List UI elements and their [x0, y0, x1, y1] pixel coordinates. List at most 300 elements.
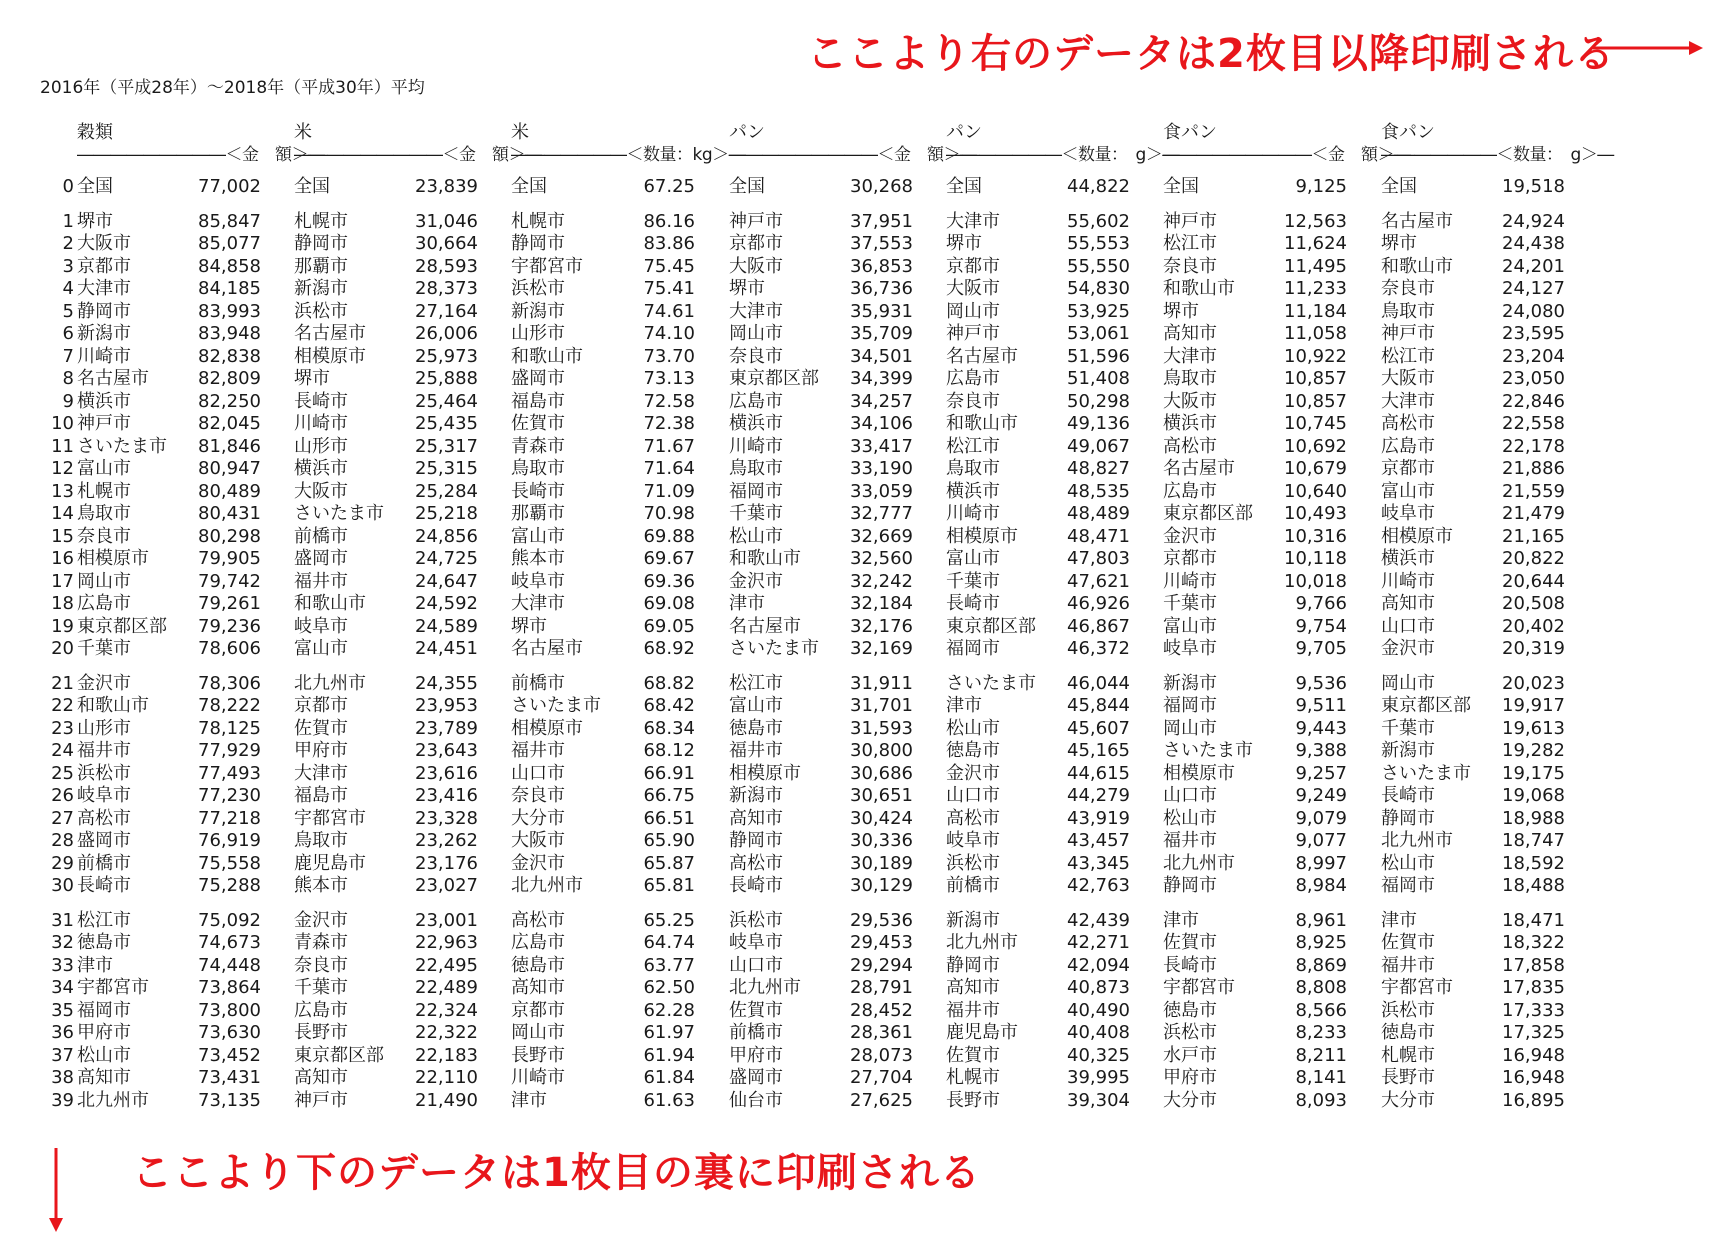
table-row — [511, 1022, 711, 1045]
city-name: 札幌市 — [1381, 1044, 1435, 1066]
table-row — [946, 368, 1146, 391]
table-row — [77, 458, 277, 481]
table-row — [77, 1067, 277, 1090]
city-name: 川崎市 — [946, 503, 1000, 524]
value-cell: 75,558 — [198, 852, 261, 874]
table-row — [294, 740, 494, 763]
value-cell: 30,189 — [850, 852, 913, 874]
table-row — [1163, 346, 1363, 369]
value-cell: 22,324 — [415, 999, 478, 1021]
city-name: 岐阜市 — [1163, 638, 1217, 659]
value-cell: 28,593 — [415, 255, 478, 277]
city-name: 横浜市 — [729, 413, 783, 434]
city-name: 大津市 — [1163, 345, 1217, 367]
value-cell: 11,184 — [1284, 300, 1347, 322]
city-name: 佐賀市 — [1163, 932, 1217, 953]
rank-number: 29 — [51, 852, 74, 874]
city-name: 熊本市 — [511, 548, 565, 569]
table-row — [1163, 977, 1363, 1000]
city-name: 京都市 — [77, 255, 131, 277]
column-unit-header: ―――――――＜数量： g＞― — [946, 145, 1179, 165]
table-row — [77, 638, 277, 661]
city-name: 奈良市 — [1381, 278, 1435, 299]
city-name: 高知市 — [729, 807, 783, 829]
value-cell: 25,317 — [415, 435, 478, 457]
table-row — [1163, 233, 1363, 256]
table-row — [77, 368, 277, 391]
city-name: 福岡市 — [1163, 695, 1217, 716]
table-row — [1163, 853, 1363, 876]
table-row — [77, 548, 277, 571]
value-cell: 29,294 — [850, 954, 913, 976]
table-row — [511, 346, 711, 369]
city-name: さいたま市 — [77, 435, 167, 457]
table-row — [1381, 323, 1581, 346]
value-cell: 25,435 — [415, 413, 478, 434]
value-cell: 9,443 — [1295, 717, 1347, 739]
city-name: 相模原市 — [294, 345, 366, 367]
rank-number: 36 — [51, 1022, 74, 1043]
value-cell: 31,701 — [850, 695, 913, 716]
city-name: 岡山市 — [729, 323, 783, 344]
table-row — [294, 763, 494, 786]
table-row — [511, 481, 711, 504]
page-subtitle: 2016年（平成28年）～2018年（平成30年）平均 — [40, 78, 425, 98]
table-row — [77, 436, 277, 459]
table-row — [77, 1045, 277, 1068]
table-row — [729, 413, 929, 436]
city-name: 川崎市 — [77, 345, 131, 367]
table-row — [1381, 391, 1581, 414]
table-row — [77, 301, 277, 324]
value-cell: 8,961 — [1295, 909, 1347, 931]
city-name: 金沢市 — [729, 570, 783, 592]
value-cell: 61.63 — [643, 1089, 695, 1111]
city-name: 那覇市 — [294, 255, 348, 277]
rank-number: 21 — [51, 672, 74, 694]
value-cell: 35,931 — [850, 300, 913, 322]
table-row — [946, 278, 1146, 301]
table-row — [729, 368, 929, 391]
city-name: 新潟市 — [729, 785, 783, 806]
city-name: 岡山市 — [946, 300, 1000, 322]
table-row — [77, 233, 277, 256]
table-row — [1163, 932, 1363, 955]
city-name: 宇都宮市 — [1163, 977, 1235, 998]
city-name: 富山市 — [946, 548, 1000, 569]
city-name: 高松市 — [946, 807, 1000, 829]
table-row — [1163, 436, 1363, 459]
value-cell: 68.92 — [643, 638, 695, 659]
table-row — [294, 571, 494, 594]
table-row — [946, 955, 1146, 978]
value-cell: 37,553 — [850, 233, 913, 254]
table-row — [294, 548, 494, 571]
table-row — [1163, 503, 1363, 526]
city-name: 青森市 — [294, 932, 348, 953]
city-name: 長崎市 — [1381, 785, 1435, 806]
city-name: 鳥取市 — [294, 830, 348, 851]
table-row — [511, 503, 711, 526]
table-row — [946, 875, 1146, 898]
value-cell: 23,001 — [415, 909, 478, 931]
value-cell: 66.75 — [643, 785, 695, 806]
city-name: 徳島市 — [511, 954, 565, 976]
rank-number: 30 — [51, 875, 74, 896]
value-cell: 85,847 — [198, 210, 261, 232]
table-row — [77, 853, 277, 876]
table-row — [294, 233, 494, 256]
table-row — [946, 1000, 1146, 1023]
value-cell: 34,106 — [850, 413, 913, 434]
value-cell: 69.67 — [643, 548, 695, 569]
value-cell: 31,046 — [415, 210, 478, 232]
city-name: 東京都区部 — [1381, 695, 1471, 716]
city-name: 相模原市 — [729, 762, 801, 784]
city-name: 千葉市 — [294, 977, 348, 998]
value-cell: 35,709 — [850, 323, 913, 344]
value-cell: 23,027 — [415, 875, 478, 896]
city-name: 金沢市 — [1381, 638, 1435, 659]
value-cell: 46,867 — [1067, 615, 1130, 637]
value-cell: 23,328 — [415, 807, 478, 829]
value-cell: 40,490 — [1067, 999, 1130, 1021]
value-cell: 16,895 — [1502, 1089, 1565, 1111]
value-cell: 79,742 — [198, 570, 261, 592]
city-name: 札幌市 — [77, 480, 131, 502]
value-cell: 30,686 — [850, 762, 913, 784]
value-cell: 30,651 — [850, 785, 913, 806]
table-row — [511, 1067, 711, 1090]
table-row — [1163, 695, 1363, 718]
value-cell: 18,988 — [1502, 807, 1565, 829]
value-cell: 32,777 — [850, 503, 913, 524]
value-cell: 69.88 — [643, 525, 695, 547]
table-row — [1163, 1045, 1363, 1068]
city-name: 松山市 — [946, 717, 1000, 739]
table-row — [946, 346, 1146, 369]
table-row — [294, 638, 494, 661]
city-name: 盛岡市 — [294, 548, 348, 569]
city-name: 甲府市 — [77, 1022, 131, 1043]
rank-number: 2 — [62, 233, 74, 254]
value-cell: 77,002 — [198, 176, 261, 197]
table-row — [1381, 1067, 1581, 1090]
table-row — [511, 910, 711, 933]
value-cell: 25,284 — [415, 480, 478, 502]
table-row — [946, 593, 1146, 616]
value-cell: 10,922 — [1284, 345, 1347, 367]
city-name: 広島市 — [1381, 435, 1435, 457]
value-cell: 77,929 — [198, 740, 261, 761]
table-row — [77, 785, 277, 808]
city-name: 千葉市 — [77, 638, 131, 659]
table-row — [511, 853, 711, 876]
table-row — [1381, 1022, 1581, 1045]
value-cell: 17,858 — [1502, 954, 1565, 976]
city-name: 京都市 — [511, 999, 565, 1021]
table-row — [511, 718, 711, 741]
table-row — [1381, 368, 1581, 391]
city-name: 盛岡市 — [511, 368, 565, 389]
value-cell: 42,271 — [1067, 932, 1130, 953]
value-cell: 53,061 — [1067, 323, 1130, 344]
city-name: 長崎市 — [294, 390, 348, 412]
value-cell: 21,559 — [1502, 480, 1565, 502]
table-row — [1163, 673, 1363, 696]
value-cell: 39,304 — [1067, 1089, 1130, 1111]
table-row — [511, 638, 711, 661]
city-name: 高松市 — [77, 807, 131, 829]
city-name: 鳥取市 — [729, 458, 783, 479]
city-name: 前橋市 — [729, 1022, 783, 1043]
city-name: 徳島市 — [729, 717, 783, 739]
table-row — [77, 571, 277, 594]
table-row — [511, 830, 711, 853]
table-row — [729, 955, 929, 978]
table-row — [946, 481, 1146, 504]
value-cell: 12,563 — [1284, 210, 1347, 232]
value-cell: 85,077 — [198, 233, 261, 254]
rank-number: 35 — [51, 999, 74, 1021]
value-cell: 20,023 — [1502, 672, 1565, 694]
value-cell: 22,495 — [415, 954, 478, 976]
city-name: 福島市 — [294, 785, 348, 806]
value-cell: 73,431 — [198, 1067, 261, 1088]
table-row — [511, 1090, 711, 1113]
city-name: 大阪市 — [511, 830, 565, 851]
value-cell: 22,322 — [415, 1022, 478, 1043]
city-name: 松山市 — [729, 525, 783, 547]
city-name: 横浜市 — [294, 458, 348, 479]
table-row — [1163, 830, 1363, 853]
value-cell: 80,298 — [198, 525, 261, 547]
city-name: さいたま市 — [946, 672, 1036, 694]
value-cell: 44,279 — [1067, 785, 1130, 806]
table-row — [77, 808, 277, 831]
table-row — [511, 695, 711, 718]
value-cell: 19,175 — [1502, 762, 1565, 784]
value-cell: 50,298 — [1067, 390, 1130, 412]
value-cell: 73,452 — [198, 1044, 261, 1066]
table-row — [1381, 526, 1581, 549]
city-name: 静岡市 — [77, 300, 131, 322]
city-name: 京都市 — [729, 233, 783, 254]
table-row — [511, 740, 711, 763]
table-row — [729, 977, 929, 1000]
table-row — [294, 1067, 494, 1090]
city-name: 北九州市 — [77, 1089, 149, 1111]
city-name: 津市 — [1381, 909, 1417, 931]
table-row — [946, 301, 1146, 324]
city-name: 岐阜市 — [1381, 503, 1435, 524]
value-cell: 24,589 — [415, 615, 478, 637]
value-cell: 30,129 — [850, 875, 913, 896]
value-cell: 82,809 — [198, 368, 261, 389]
value-cell: 21,165 — [1502, 525, 1565, 547]
city-name: 水戸市 — [1163, 1044, 1217, 1066]
city-name: 新潟市 — [77, 323, 131, 344]
column-title: 食パン — [1381, 122, 1435, 143]
column-title: 穀類 — [77, 122, 113, 143]
value-cell: 84,858 — [198, 255, 261, 277]
city-name: 福島市 — [511, 390, 565, 412]
table-row — [946, 808, 1146, 831]
table-row — [1381, 503, 1581, 526]
value-cell: 64.74 — [643, 932, 695, 953]
value-cell: 32,669 — [850, 525, 913, 547]
table-row — [294, 910, 494, 933]
city-name: 岡山市 — [1381, 672, 1435, 694]
city-name: 福岡市 — [729, 480, 783, 502]
rank-number: 38 — [51, 1067, 74, 1088]
value-cell: 8,566 — [1295, 999, 1347, 1021]
value-cell: 21,490 — [415, 1089, 478, 1111]
value-cell: 8,984 — [1295, 875, 1347, 896]
value-cell: 17,835 — [1502, 977, 1565, 998]
table-row — [729, 436, 929, 459]
value-cell: 22,558 — [1502, 413, 1565, 434]
city-name: 高知市 — [77, 1067, 131, 1088]
city-name: 高知市 — [1163, 323, 1217, 344]
city-name: 和歌山市 — [77, 695, 149, 716]
table-row — [77, 740, 277, 763]
table-row — [729, 1000, 929, 1023]
table-row — [729, 481, 929, 504]
table-row — [1381, 458, 1581, 481]
value-cell: 10,118 — [1284, 548, 1347, 569]
down-arrow-icon — [46, 1148, 66, 1233]
table-row — [511, 955, 711, 978]
table-row — [511, 875, 711, 898]
city-name: 相模原市 — [77, 548, 149, 569]
value-cell: 67.25 — [643, 176, 695, 197]
value-cell: 28,373 — [415, 278, 478, 299]
city-name: 静岡市 — [1163, 875, 1217, 896]
city-name: 前橋市 — [946, 875, 1000, 896]
value-cell: 43,345 — [1067, 852, 1130, 874]
value-cell: 23,595 — [1502, 323, 1565, 344]
table-row — [946, 323, 1146, 346]
value-cell: 9,754 — [1295, 615, 1347, 637]
value-cell: 30,268 — [850, 176, 913, 197]
table-row — [294, 875, 494, 898]
city-name: 津市 — [511, 1089, 547, 1111]
value-cell: 8,997 — [1295, 852, 1347, 874]
table-row — [511, 368, 711, 391]
column-unit-header: ―――――――――＜金 額＞― — [729, 145, 977, 165]
value-cell: 32,169 — [850, 638, 913, 659]
city-name: 奈良市 — [1163, 255, 1217, 277]
rank-number: 27 — [51, 807, 74, 829]
value-cell: 79,905 — [198, 548, 261, 569]
city-name: 鹿児島市 — [946, 1022, 1018, 1043]
city-name: 神戸市 — [1163, 210, 1217, 232]
city-name: 津市 — [946, 695, 982, 716]
value-cell: 71.67 — [643, 435, 695, 457]
value-cell: 17,325 — [1502, 1022, 1565, 1043]
city-name: 岐阜市 — [77, 785, 131, 806]
table-row — [946, 571, 1146, 594]
rank-number: 22 — [51, 695, 74, 716]
value-cell: 78,222 — [198, 695, 261, 716]
city-name: 和歌山市 — [729, 548, 801, 569]
value-cell: 51,596 — [1067, 345, 1130, 367]
rank-number: 32 — [51, 932, 74, 953]
table-row — [77, 977, 277, 1000]
table-row — [77, 526, 277, 549]
value-cell: 25,973 — [415, 345, 478, 367]
value-cell: 10,316 — [1284, 525, 1347, 547]
city-name: 川崎市 — [511, 1067, 565, 1088]
table-row — [1163, 301, 1363, 324]
city-name: 大津市 — [729, 300, 783, 322]
city-name: 大阪市 — [77, 233, 131, 254]
rank-column — [40, 176, 74, 1112]
city-name: 鳥取市 — [1381, 300, 1435, 322]
table-row — [729, 673, 929, 696]
table-row — [1381, 740, 1581, 763]
table-row — [729, 1022, 929, 1045]
city-name: 大津市 — [294, 762, 348, 784]
value-cell: 26,006 — [415, 323, 478, 344]
city-name: 宇都宮市 — [77, 977, 149, 998]
city-name: 甲府市 — [729, 1044, 783, 1066]
value-cell: 9,079 — [1295, 807, 1347, 829]
city-name: 高松市 — [511, 909, 565, 931]
city-name: 広島市 — [1163, 480, 1217, 502]
city-name: 静岡市 — [511, 233, 565, 254]
table-row — [77, 910, 277, 933]
value-cell: 30,424 — [850, 807, 913, 829]
value-cell: 28,361 — [850, 1022, 913, 1043]
value-cell: 49,067 — [1067, 435, 1130, 457]
city-name: 福岡市 — [1381, 875, 1435, 896]
rank-number: 31 — [51, 909, 74, 931]
table-row — [1163, 616, 1363, 639]
city-name: 岡山市 — [77, 570, 131, 592]
table-row — [511, 808, 711, 831]
column-unit-header: ―――――――――＜金 額＞― — [294, 145, 542, 165]
city-name: 大津市 — [511, 593, 565, 614]
table-row — [729, 346, 929, 369]
rank-number: 13 — [51, 480, 74, 502]
value-cell: 11,233 — [1284, 278, 1347, 299]
table-row — [1163, 808, 1363, 831]
table-row — [729, 910, 929, 933]
table-row — [1381, 932, 1581, 955]
value-cell: 68.42 — [643, 695, 695, 716]
city-name: 宇都宮市 — [294, 807, 366, 829]
value-cell: 77,218 — [198, 807, 261, 829]
rank-number: 6 — [62, 323, 74, 344]
value-cell: 11,624 — [1284, 233, 1347, 254]
table-row — [1381, 910, 1581, 933]
table-row — [946, 391, 1146, 414]
table-row — [1163, 368, 1363, 391]
value-cell: 82,250 — [198, 390, 261, 412]
city-name: 北九州市 — [511, 875, 583, 896]
city-name: 前橋市 — [511, 672, 565, 694]
city-name: 富山市 — [294, 638, 348, 659]
city-name: 松江市 — [77, 909, 131, 931]
table-row — [729, 571, 929, 594]
value-cell: 36,853 — [850, 255, 913, 277]
table-row — [1163, 323, 1363, 346]
value-cell: 65.90 — [643, 830, 695, 851]
value-cell: 24,438 — [1502, 233, 1565, 254]
table-row — [511, 616, 711, 639]
